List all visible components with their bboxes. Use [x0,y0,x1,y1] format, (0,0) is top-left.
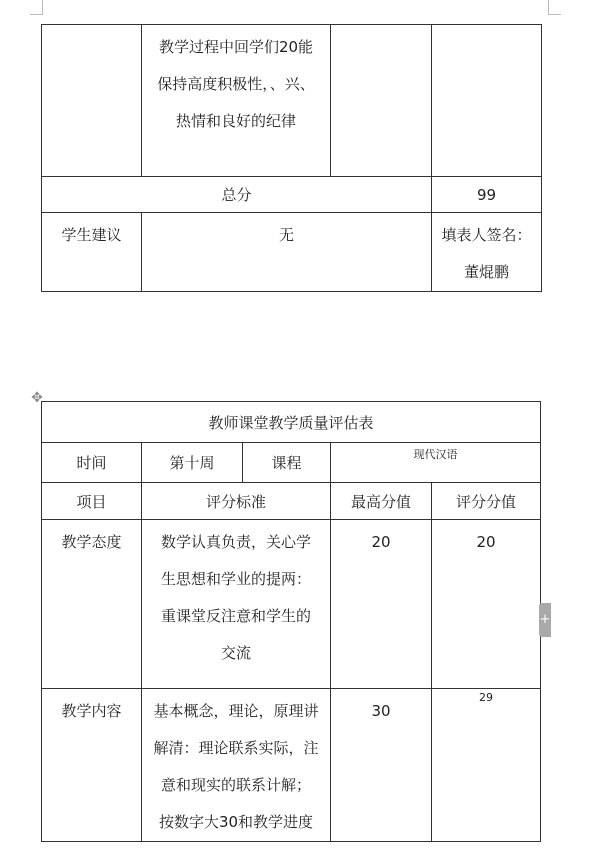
score-cell [432,25,542,177]
table-row [42,689,541,842]
row-criteria [142,520,331,689]
table-row [42,520,541,689]
crop-mark-left [30,0,43,15]
signature-name: 董焜鹏 [463,263,509,281]
criteria-cell [142,25,331,177]
signature-label: 填表人签名： [441,226,532,244]
course-label: 课程 [243,443,331,483]
row-item: 教学态度 [42,520,142,689]
row-criteria [142,689,331,842]
criteria-line: 数学认真负责，关心学 [160,533,311,551]
header-criteria: 评分标准 [142,483,331,520]
table-title: 教师课堂教学质量评估表 [42,402,541,443]
row-score: 29 [432,689,541,842]
item-cell [42,25,142,177]
header-max-score: 最高分值 [331,483,432,520]
criteria-line: 解清：理论联系实际，注 [153,739,319,757]
suggestion-value: 无 [142,213,432,292]
move-icon[interactable]: ✥ [31,390,43,406]
criteria-line: 按数字大30和教学进度 [158,813,314,831]
crop-mark-right [548,0,561,15]
criteria-line: 交流 [220,644,251,662]
time-label: 时间 [42,443,142,483]
criteria-line: 重课堂反注意和学生的 [160,607,311,625]
criteria-line: 生思想和学业的提两： [160,570,311,588]
header-score: 评分分值 [432,483,541,520]
criteria-line: 热情和良好的纪律 [175,112,296,130]
teaching-quality-table [41,401,541,842]
criteria-line: 基本概念，理论，原理讲 [153,702,319,720]
evaluation-table-continued [41,24,542,292]
max-score-cell [331,25,432,177]
plus-icon[interactable]: + [539,603,551,637]
criteria-line: 保持高度积极性，、兴、 [157,75,315,93]
criteria-line: 意和现实的联系计解； [160,776,311,794]
criteria-line: 教学过程中回学们20能 [158,38,314,56]
suggestion-label: 学生建议 [42,213,142,292]
signature-cell [432,213,542,292]
row-score: 20 [432,520,541,689]
total-value: 99 [432,177,542,213]
total-label: 总分 [42,177,432,213]
row-item: 教学内容 [42,689,142,842]
header-item: 项目 [42,483,142,520]
row-max-score: 20 [331,520,432,689]
course-value: 现代汉语 [331,443,541,483]
time-value: 第十周 [142,443,243,483]
row-max-score: 30 [331,689,432,842]
